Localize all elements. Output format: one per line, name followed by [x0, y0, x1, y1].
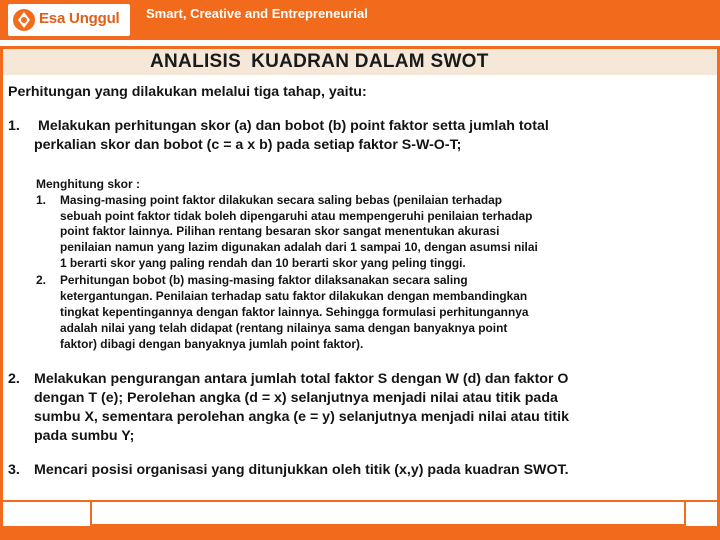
step3-line: Mencari posisi organisasi yang ditunjukkan oleh titik (x,y) pada kuadran SWOT. [34, 462, 569, 478]
step1-line: perkalian skor dan bobot (c = a x b) pada setiap faktor S-W-O-T; [34, 137, 462, 153]
title-part-1: ANALISIS [150, 51, 242, 72]
sub1-line: Masing-masing point faktor dilakukan secara saling bebas (penilaian terhadap [60, 193, 503, 207]
step2-line: dengan T (e); Perolehan angka (d = x) selanjutnya menjadi nilai atau titik pada [34, 390, 558, 406]
university-emblem-icon [12, 8, 36, 32]
sub2-line: ketergantungan. Penilaian terhadap satu faktor dilakukan dengan membandingkan [60, 289, 528, 303]
tagline: Smart, Creative and Entrepreneurial [146, 6, 368, 21]
sub2-line: adalah nilai yang telah didapat (rentang nilainya sama dengan banyaknya point [60, 321, 508, 335]
header-banner [0, 0, 720, 40]
intro-text: Perhitungan yang dilakukan melalui tiga tahap, yaitu: [8, 84, 367, 100]
sub2-line: Perhitungan bobot (b) masing-masing faktor dilaksanakan secara saling [60, 273, 468, 287]
step2-number: 2. [8, 371, 20, 387]
step1-number: 1. [8, 118, 20, 134]
step1-line: Melakukan perhitungan skor (a) dan bobot (b) point faktor setta jumlah total [38, 118, 549, 134]
logo-text: Esa Unggul [39, 10, 120, 27]
title-part-2: KUADRAN DALAM SWOT [251, 51, 489, 72]
logo [8, 4, 130, 36]
step3-number: 3. [8, 462, 20, 478]
sub-heading: Menghitung skor : [36, 177, 140, 191]
sub1-line: point faktor lainnya. Pilihan rentang besaran skor sangat menentukan akurasi [60, 224, 500, 238]
sub1-line: penilaian namun yang lazim digunakan adalah dari 1 sampai 10, dengan asumsi nilai [60, 240, 538, 254]
step2-line: sumbu X, sementara perolehan angka (e = y) selanjutnya menjadi nilai atau titik [34, 409, 569, 425]
sub2-line: tingkat kepentingannya dengan faktor lainnya. Sehingga formulasi perhitungannya [60, 305, 529, 319]
step2-line: pada sumbu Y; [34, 428, 135, 444]
sub1-line: 1 berarti skor yang paling rendah dan 10 berarti skor yang peling tinggi. [60, 256, 466, 270]
step2-line: Melakukan pengurangan antara jumlah total faktor S dengan W (d) dan faktor O [34, 371, 569, 387]
sub1-number: 1. [36, 193, 47, 207]
sub2-number: 2. [36, 273, 47, 287]
slide-title [150, 51, 489, 73]
footer-tab [90, 500, 686, 526]
sub1-line: sebuah point faktor tidak boleh dipengaruhi atau mempengeruhi penilaian terhadap [60, 209, 533, 223]
sub2-line: faktor) dibagi dengan banyaknya jumlah point faktor). [60, 337, 364, 351]
footer-bar [0, 526, 720, 540]
